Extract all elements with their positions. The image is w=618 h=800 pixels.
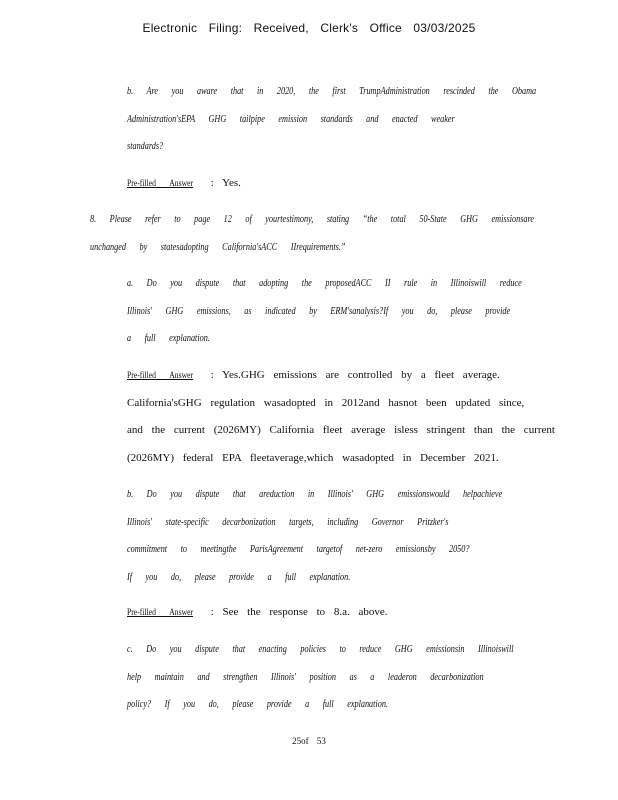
answer-line: and the current (2026MY) California fleet average isless stringent than the current (127, 424, 555, 436)
question-line: a full explanation. (127, 333, 210, 344)
question-line: policy? If you do, please provide a full explanation. (127, 699, 388, 710)
question-line: b. Do you dispute that areduction in Illinois' GHG emissionswould helpachieve (127, 489, 503, 500)
answer-text: : Yes. (210, 177, 241, 189)
prefilled-answer-label: Pre-filled Answer (127, 370, 194, 380)
question-line: b. Are you aware that in 2020, the first TrumpAdministration rescinded the Obama (127, 86, 537, 97)
question-8b (127, 481, 502, 591)
question-line: c. Do you dispute that enacting policies to reduce GHG emissionsin Illinoiswill (127, 644, 514, 655)
question-line: 8. Please refer to page 12 of yourtestimony, stating “the total 50-State GHG emissionsare (90, 214, 535, 225)
question-line: Administration'sEPA GHG tailpipe emission standards and enacted weaker (127, 113, 455, 125)
answer-line: California'sGHG regulation wasadopted in 2012and hasnot been updated since, (127, 396, 525, 409)
question-line: unchanged by statesadopting California'sACC IIrequirements.” (90, 241, 346, 253)
question-8 (90, 206, 534, 261)
answer-text: : See the response to 8.a. above. (210, 606, 388, 618)
answer-line: (2026MY) federal EPA fleetaverage,which wasadopted in December 2021. (127, 451, 499, 464)
answer-7b (127, 170, 241, 198)
question-line: commitment to meetingthe ParisAgreement targetof net-zero emissionsby 2050? (127, 544, 470, 555)
answer-8b (127, 599, 388, 627)
question-line: Illinois' state-specific decarbonization targets, including Governor Pritzker's (127, 516, 449, 528)
question-7b (127, 78, 536, 161)
question-line: a. Do you dispute that adopting the proposedACC II rule in Illinoiswill reduce (127, 278, 522, 289)
prefilled-answer-label: Pre-filled Answer (127, 178, 194, 188)
answer-8a (127, 362, 555, 472)
page-number: 25of 53 (292, 736, 326, 746)
question-line: If you do, please provide a full explanation. (127, 571, 351, 583)
answer-text: : Yes.GHG emissions are controlled by a fleet average. (210, 369, 500, 381)
filing-header: Electronic Filing: Received, Clerk's Office 03/03/2025 (142, 21, 476, 35)
question-line: help maintain and strengthen Illinois' position as a leaderon decarbonization (127, 671, 484, 683)
question-line: Illinois' GHG emissions, as indicated by ERM'sanalysis?If you do, please provide (127, 305, 511, 317)
question-line: standards? (127, 141, 164, 152)
prefilled-answer-label: Pre-filled Answer (127, 607, 194, 617)
question-8c (127, 636, 514, 719)
question-8a (127, 270, 522, 353)
